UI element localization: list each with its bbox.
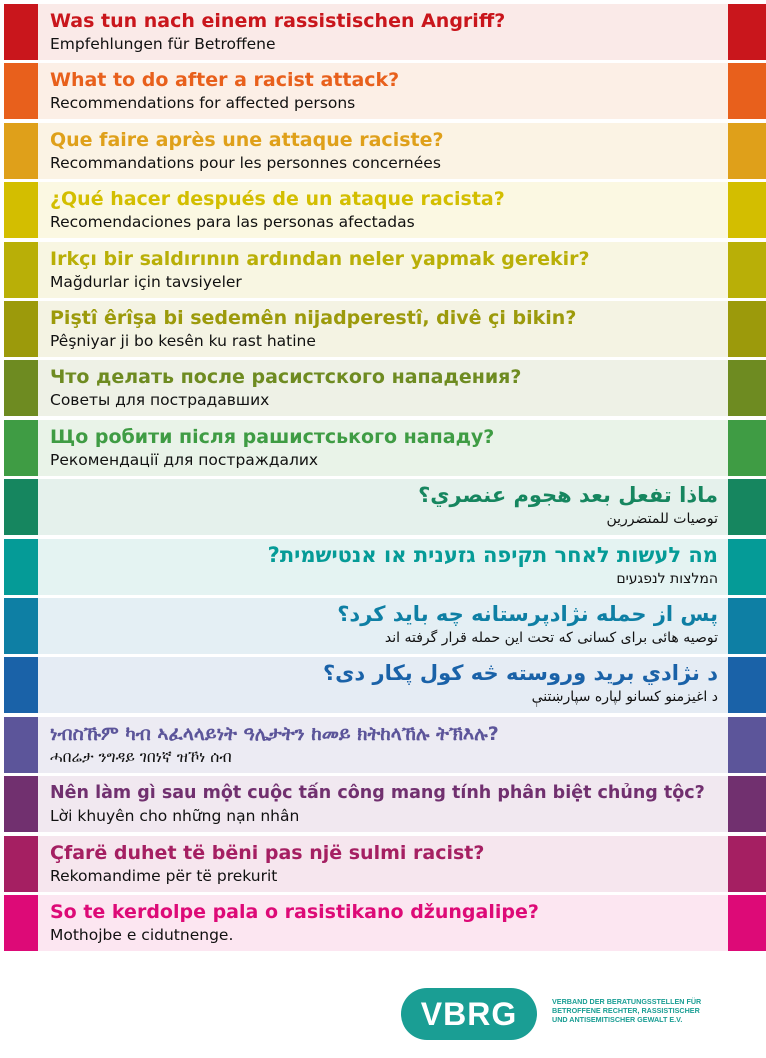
language-row-en bbox=[0, 63, 766, 119]
color-bar-left bbox=[4, 182, 38, 238]
color-bar-right bbox=[728, 242, 766, 298]
question-heading: Irkçı bir saldırının ardından neler yapmak gerekir? bbox=[50, 247, 590, 270]
text-panel bbox=[38, 776, 728, 832]
color-bar-right bbox=[728, 63, 766, 119]
organization-line: BETROFFENE RECHTER, RASSISTISCHER bbox=[552, 1006, 700, 1015]
recommendation-subtitle: Rekomandime për të prekurit bbox=[50, 866, 278, 885]
text-panel bbox=[38, 717, 728, 773]
color-bar-right bbox=[728, 4, 766, 60]
color-bar-left bbox=[4, 657, 38, 713]
organization-line: VERBAND DER BERATUNGSSTELLEN FÜR bbox=[552, 997, 702, 1006]
text-panel bbox=[38, 657, 728, 713]
footer bbox=[0, 950, 766, 1058]
recommendation-subtitle: Mothojbe e cidutnenge. bbox=[50, 926, 234, 944]
color-bar-left bbox=[4, 598, 38, 654]
language-row-ar bbox=[0, 479, 766, 535]
recommendation-subtitle: Recommendations for affected persons bbox=[50, 94, 356, 113]
color-bar-left bbox=[4, 539, 38, 595]
recommendation-subtitle: ሓበሬታ ንግዳይ ገበነኛ ዝኾነ ሰብ bbox=[50, 747, 232, 766]
recommendation-subtitle: Lời khuyên cho những nạn nhân bbox=[50, 807, 300, 826]
color-bar-right bbox=[728, 420, 766, 476]
recommendation-subtitle: د اغیزمنو کسانو لپاره سپارښتنې bbox=[531, 689, 718, 706]
text-panel bbox=[38, 360, 728, 416]
language-row-es bbox=[0, 182, 766, 238]
language-row-ru bbox=[0, 360, 766, 416]
color-bar-right bbox=[728, 776, 766, 832]
color-bar-left bbox=[4, 4, 38, 60]
language-row-ti bbox=[0, 717, 766, 773]
question-heading: Çfarë duhet të bëni pas një sulmi racist? bbox=[50, 841, 485, 864]
language-row-he bbox=[0, 539, 766, 595]
recommendation-subtitle: המלצות לנפגעים bbox=[616, 570, 718, 587]
text-panel bbox=[38, 836, 728, 892]
color-bar-left bbox=[4, 123, 38, 179]
question-heading: Что делать после расистского нападения? bbox=[50, 366, 522, 389]
language-row-vi bbox=[0, 776, 766, 832]
text-panel bbox=[38, 598, 728, 654]
language-row-de bbox=[0, 4, 766, 60]
recommendation-subtitle: توصيات للمتضررين bbox=[606, 511, 718, 528]
question-heading: Що робити після рашистського нападу? bbox=[50, 425, 495, 448]
text-panel bbox=[38, 4, 728, 60]
recommendation-subtitle: Pêşniyar ji bo kesên ku rast hatine bbox=[50, 332, 316, 350]
color-bar-right bbox=[728, 539, 766, 595]
question-heading: ¿Qué hacer después de un ataque racista? bbox=[50, 188, 505, 211]
color-bar-left bbox=[4, 836, 38, 892]
question-heading: What to do after a racist attack? bbox=[50, 69, 400, 92]
color-bar-left bbox=[4, 479, 38, 535]
text-panel bbox=[38, 182, 728, 238]
text-panel bbox=[38, 479, 728, 535]
language-row-tr bbox=[0, 242, 766, 298]
organization-line: UND ANTISEMITISCHER GEWALT E.V. bbox=[552, 1015, 683, 1024]
color-bar-right bbox=[728, 301, 766, 357]
question-heading: ነብስኹም ካብ ኣፈላላይነት ዓሌታትን ከመይ ክትከላኸሉ ትኽእሉ? bbox=[50, 722, 499, 745]
language-row-ku bbox=[0, 301, 766, 357]
color-bar-left bbox=[4, 895, 38, 951]
color-bar-left bbox=[4, 420, 38, 476]
question-heading: Was tun nach einem rassistischen Angriff? bbox=[50, 10, 506, 32]
text-panel bbox=[38, 420, 728, 476]
color-bar-left bbox=[4, 776, 38, 832]
recommendation-subtitle: Рекомендації для постраждалих bbox=[50, 450, 319, 469]
color-bar-left bbox=[4, 63, 38, 119]
color-bar-left bbox=[4, 360, 38, 416]
color-bar-left bbox=[4, 242, 38, 298]
recommendation-subtitle: Советы для пострадавших bbox=[50, 391, 270, 410]
organization-name bbox=[552, 997, 742, 1024]
color-bar-right bbox=[728, 598, 766, 654]
text-panel bbox=[38, 895, 728, 951]
recommendation-subtitle: Recommandations pour les personnes concernées bbox=[50, 153, 441, 172]
text-panel bbox=[38, 539, 728, 595]
question-heading: Nên làm gì sau một cuộc tấn công mang tính phân biệt chủng tộc? bbox=[50, 783, 705, 804]
language-row-fr bbox=[0, 123, 766, 179]
question-heading: ماذا تفعل بعد هجوم عنصري؟ bbox=[418, 483, 718, 508]
color-bar-right bbox=[728, 360, 766, 416]
question-heading: Piştî êrîşa bi sedemên nijadperestî, divê çi bikin? bbox=[50, 307, 577, 329]
language-row-fa bbox=[0, 598, 766, 654]
color-bar-right bbox=[728, 717, 766, 773]
text-panel bbox=[38, 63, 728, 119]
question-heading: So te kerdolpe pala o rasistikano džungalipe? bbox=[50, 901, 539, 923]
recommendation-subtitle: Empfehlungen für Betroffene bbox=[50, 35, 276, 53]
question-heading: Que faire après une attaque raciste? bbox=[50, 128, 444, 151]
color-bar-right bbox=[728, 836, 766, 892]
text-panel bbox=[38, 301, 728, 357]
question-heading: د نژادي برید وروسته څه کول پکار دی؟ bbox=[323, 661, 718, 686]
language-row-uk bbox=[0, 420, 766, 476]
vbrg-logo[interactable]: VBRG bbox=[401, 988, 537, 1040]
recommendation-subtitle: Recomendaciones para las personas afectadas bbox=[50, 213, 415, 232]
color-bar-left bbox=[4, 717, 38, 773]
color-bar-right bbox=[728, 895, 766, 951]
question-heading: מה לעשות לאחר תקיפה גזענית או אנטישמית? bbox=[267, 542, 718, 567]
color-bar-right bbox=[728, 657, 766, 713]
language-row-sq bbox=[0, 836, 766, 892]
recommendation-subtitle: Mağdurlar için tavsiyeler bbox=[50, 272, 242, 291]
color-bar-right bbox=[728, 479, 766, 535]
color-bar-right bbox=[728, 182, 766, 238]
language-row-rom bbox=[0, 895, 766, 951]
color-bar-left bbox=[4, 301, 38, 357]
question-heading: پس از حمله نژادپرستانه چه باید کرد؟ bbox=[337, 602, 718, 626]
recommendation-subtitle: توصیه هائی برای کسانی که تحت این حمله قرار گرفته اند bbox=[384, 630, 718, 646]
text-panel bbox=[38, 242, 728, 298]
color-bar-right bbox=[728, 123, 766, 179]
text-panel bbox=[38, 123, 728, 179]
language-row-ps bbox=[0, 657, 766, 713]
